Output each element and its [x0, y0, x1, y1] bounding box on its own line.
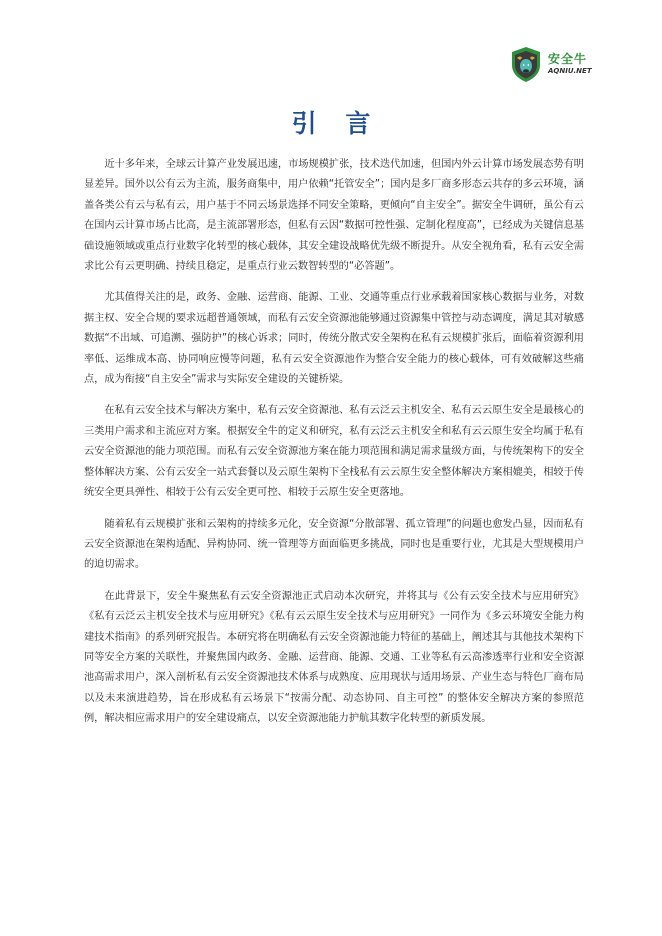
document-body [84, 155, 584, 741]
paragraph-4: 随着私有云规模扩张和云架构的持续多元化，安全资源“分散部署、孤立管理”的问题也愈发凸显，因而私有云安全资源池在架构适配、异构协同、统一管理等方面面临更多挑战，同时也是重要行业，尤其是大型规模用户的迫切需求。 [84, 518, 584, 571]
paragraph-3: 在私有云安全技术与解决方案中，私有云安全资源池、私有云泛云主机安全、私有云云原生安全是最核心的三类用户需求和主流应对方案。根据安全牛的定义和研究，私有云泛云主机安全和私有云云原生安全均属于私有云安全资源池的能力项范围。而私有云安全资源池方案在能力项范围和满足需求量级方面，与传统架构下的安全整体解决方案、公有云安全一站式套餐以及云原生架构下全栈私有云云原生安全整体解决方案相媲美，相较于传统安全更具弹性、相较于公有云安全更可控、相较于云原生安全更落地。 [84, 405, 584, 499]
paragraph-5: 在此背景下，安全牛聚焦私有云安全资源池正式启动本次研究，并将其与《公有云安全技术与应用研究》《私有云泛云主机安全技术与应用研究》《私有云云原生安全技术与应用研究》一同作为《多云环境安全能力构建技术指南》的系列研究报告。本研究将在明确私有云安全资源池能力特征的基础上，阐述其与其他技术架构下同等安全方案的关联性，并聚焦国内政务、金融、运营商、能源、交通、工业等私有云高渗透率行业和安全资源池高需求用户，深入剖析私有云安全资源池技术体系与成熟度、应用现状与适用场景、产业生态与特色厂商布局以及未来演进趋势，旨在形成私有云场景下“按需分配、动态协同、自主可控” 的整体安全解决方案的参照范例，解决相应需求用户的安全建设痛点，以安全资源池能力护航其数字化转型的新质发展。 [84, 590, 584, 725]
paragraph-1: 近十多年来，全球云计算产业发展迅速，市场规模扩张，技术迭代加速，但国内外云计算市场发展态势有明显差异。国外以公有云为主流，服务商集中，用户依赖“托管安全”；国内是多厂商多形态云共存的多云环境，涵盖各类公有云与私有云，用户基于不同云场景选择不同安全策略，更倾向“自主安全”。据安全牛调研，虽公有云在国内云计算市场占比高，是主流部署形态，但私有云因“数据可控性强、定制化程度高”，已经成为关键信息基础设施领域或重点行业数字化转型的核心载体，其安全建设战略优先级不断提升。从安全视角看，私有云安全需求比公有云更明确、持续且稳定，是重点行业云数智转型的“必答题”。 [84, 159, 584, 273]
shield-bull-logo-icon [508, 45, 544, 83]
brand-logo [508, 44, 618, 84]
brand-name-en: AQNIU.NET [548, 67, 592, 75]
paragraph-2: 尤其值得关注的是，政务、金融、运营商、能源、工业、交通等重点行业承载着国家核心数据与业务，对数据主权、安全合规的要求远超普通领域，而私有云安全资源池能够通过资源集中管控与动态调度，满足其对敏感数据“不出域、可追溯、强防护”的核心诉求；同时，传统分散式安全架构在私有云规模扩张后，面临着资源利用率低、运维成本高、协同响应慢等问题，私有云安全资源池作为整合安全能力的核心载体，可有效破解这些痛点，成为衔接“自主安全”需求与实际安全建设的关键桥梁。 [84, 292, 584, 386]
page-title: 引 言 [291, 109, 381, 138]
brand-name-cn: 安全牛 [548, 52, 588, 66]
